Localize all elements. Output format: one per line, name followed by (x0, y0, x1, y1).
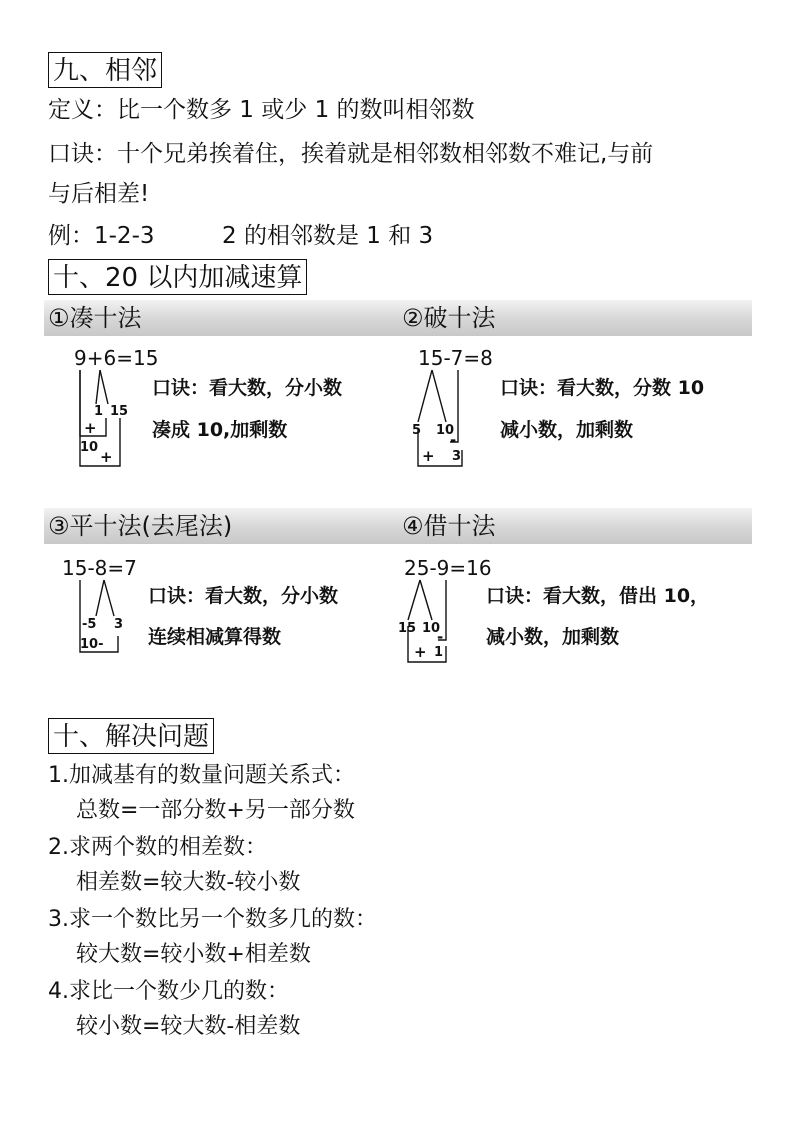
m1-rhyme-1: 口诀：看大数，分小数 (152, 377, 343, 399)
rhyme-line-2: 与后相差! (48, 181, 150, 207)
problem-2-question: 2.求两个数的相差数： (48, 835, 267, 860)
m4-rhyme-2: 减小数，加剩数 (486, 626, 620, 648)
problem-3-formula: 较大数=较小数+相差数 (76, 942, 311, 967)
m2-rhyme-1: 口诀：看大数，分数 10 (500, 377, 705, 399)
m3-n3: 10- (80, 637, 104, 652)
m3-rhyme-2: 连续相减算得数 (148, 626, 282, 648)
example-label: 例：1-2-3 (48, 223, 155, 249)
definition-text: 定义：比一个数多 1 或少 1 的数叫相邻数 (48, 97, 475, 123)
method-2-title: ②破十法 (402, 304, 496, 332)
m2-equation: 15-7=8 (418, 346, 493, 370)
m2-n1: 5 (412, 423, 422, 438)
m4-rhyme-1: 口诀：看大数，借出 10， (486, 585, 710, 607)
m4-n3: 1 (434, 645, 444, 660)
m1-op2: + (100, 448, 113, 466)
m3-rhyme-1: 口诀：看大数，分小数 (148, 585, 339, 607)
method-4-title: ④借十法 (402, 512, 496, 540)
m1-n2: 15 (110, 404, 129, 419)
problem-1-formula: 总数=一部分数+另一部分数 (76, 798, 355, 823)
m4-n1: 15 (398, 621, 417, 636)
method-band-1 (44, 300, 752, 336)
problem-4-question: 4.求比一个数少几的数： (48, 979, 289, 1004)
m4-op2: + (414, 643, 427, 661)
section-9-title: 九、相邻 (48, 52, 162, 88)
method-1-title: ①凑十法 (48, 304, 142, 332)
m2-op2: + (422, 447, 435, 465)
m1-rhyme-2: 凑成 10,加剩数 (152, 419, 288, 441)
problem-4-formula: 较小数=较大数-相差数 (76, 1014, 301, 1039)
m4-equation: 25-9=16 (404, 556, 492, 580)
method-3-title: ③平十法(去尾法) (48, 512, 233, 540)
m2-op1: - (450, 431, 457, 449)
m4-op1: - (437, 628, 444, 646)
m4-n2: 10 (422, 621, 441, 636)
section-10-title: 十、20 以内加减速算 (48, 259, 307, 295)
m2-rhyme-2: 减小数，加剩数 (500, 419, 634, 441)
m3-n1: -5 (82, 617, 97, 632)
m2-n3: 3 (452, 449, 462, 464)
problem-3-question: 3.求一个数比另一个数多几的数： (48, 907, 377, 932)
m1-n3: 10 (80, 440, 99, 455)
rhyme-line-1: 口诀：十个兄弟挨着住，挨着就是相邻数相邻数不难记,与前 (48, 141, 654, 167)
section-11-title: 十、解决问题 (48, 718, 214, 754)
m2-n2: 10 (436, 423, 455, 438)
m3-n2: 3 (114, 617, 124, 632)
example-text: 2 的相邻数是 1 和 3 (222, 223, 434, 249)
m1-n1: 1 (94, 404, 104, 419)
problem-1-question: 1.加减基有的数量问题关系式： (48, 763, 355, 788)
problem-2-formula: 相差数=较大数-较小数 (76, 870, 301, 895)
m1-op1: + (84, 419, 97, 437)
m3-equation: 15-8=7 (62, 556, 137, 580)
m1-equation: 9+6=15 (74, 346, 159, 370)
